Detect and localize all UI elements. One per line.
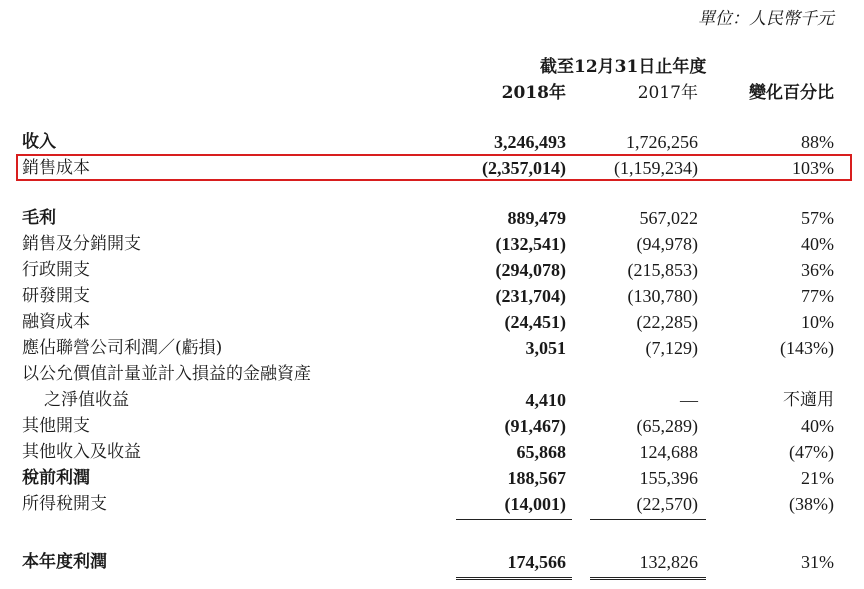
row-label: 以公允價值計量並計入損益的金融資產 [22, 364, 311, 384]
value-2018: 65,868 [516, 442, 566, 462]
row-label: 其他開支 [22, 416, 90, 436]
value-2017: 155,396 [639, 468, 698, 488]
value-2017: (22,570) [636, 494, 698, 514]
value-2018: (294,078) [495, 260, 566, 280]
table-row-other-income [0, 440, 864, 464]
column-header-2018: 2018年 [501, 83, 566, 103]
column-header-2017: 2017年 [637, 83, 698, 103]
row-label: 銷售成本 [22, 158, 90, 178]
table-row-revenue [0, 130, 864, 154]
row-label: 收入 [22, 132, 56, 152]
value-2018: (24,451) [504, 312, 566, 332]
value-change: 77% [801, 286, 834, 306]
row-label: 銷售及分銷開支 [22, 234, 141, 254]
value-2017: (94,978) [636, 234, 698, 254]
value-change: 不適用 [783, 390, 834, 410]
value-2018: 889,479 [507, 208, 566, 228]
value-2018: 188,567 [507, 468, 566, 488]
value-change: 103% [792, 158, 834, 178]
row-label: 所得稅開支 [22, 494, 107, 514]
value-change: 31% [801, 552, 834, 572]
value-change: 40% [801, 234, 834, 254]
value-2017: (65,289) [636, 416, 698, 436]
value-2018: 4,410 [525, 390, 566, 410]
value-2018: (231,704) [495, 286, 566, 306]
row-label: 融資成本 [22, 312, 90, 332]
value-2018: (2,357,014) [482, 158, 566, 178]
value-2018: 174,566 [507, 552, 566, 572]
value-change: (38%) [789, 494, 834, 514]
table-row-associates-share [0, 336, 864, 360]
value-2017: 124,688 [639, 442, 698, 462]
table-row-fvtpl-heading [0, 362, 864, 386]
value-2017: 132,826 [639, 552, 698, 572]
value-2017: (22,285) [636, 312, 698, 332]
value-change: 36% [801, 260, 834, 280]
table-row-income-tax [0, 492, 864, 516]
table-row-other-expenses [0, 414, 864, 438]
value-change: (143%) [780, 338, 834, 358]
table-row-rd-expenses [0, 284, 864, 308]
value-2018: (132,541) [495, 234, 566, 254]
value-change: 40% [801, 416, 834, 436]
value-2017: — [680, 390, 698, 410]
value-2017: (130,780) [627, 286, 698, 306]
value-2017: 1,726,256 [626, 132, 698, 152]
value-2018: (14,001) [504, 494, 566, 514]
value-change: 10% [801, 312, 834, 332]
subtotal-rule-2017 [590, 519, 706, 520]
value-change: 21% [801, 468, 834, 488]
row-label: 應佔聯營公司利潤／(虧損) [22, 338, 223, 358]
total-double-rule-2018 [456, 577, 572, 580]
table-row-selling-expenses [0, 232, 864, 256]
row-label: 其他收入及收益 [22, 442, 141, 462]
table-row-admin-expenses [0, 258, 864, 282]
value-2018: 3,246,493 [494, 132, 566, 152]
value-change: 57% [801, 208, 834, 228]
value-2018: 3,051 [525, 338, 566, 358]
value-change: (47%) [789, 442, 834, 462]
value-2017: (7,129) [645, 338, 698, 358]
table-row-finance-costs [0, 310, 864, 334]
table-row-cost-of-sales [0, 156, 864, 180]
table-row-profit-for-year [0, 550, 864, 574]
value-2017: (215,853) [627, 260, 698, 280]
table-row-profit-before-tax [0, 466, 864, 490]
value-2017: (1,159,234) [614, 158, 698, 178]
subtotal-rule-2018 [456, 519, 572, 520]
row-label: 本年度利潤 [22, 552, 107, 572]
column-header-change: 變化百分比 [749, 83, 834, 103]
row-label: 毛利 [22, 208, 56, 228]
total-double-rule-2017 [590, 577, 706, 580]
value-2018: (91,467) [504, 416, 566, 436]
unit-label: 單位：人民幣千元 [698, 9, 834, 29]
row-label: 之淨值收益 [44, 390, 129, 410]
row-label: 行政開支 [22, 260, 90, 280]
table-row-gross-profit [0, 206, 864, 230]
value-change: 88% [801, 132, 834, 152]
table-row-fvtpl-net-gain [0, 388, 864, 412]
value-2017: 567,022 [639, 208, 698, 228]
row-label: 研發開支 [22, 286, 90, 306]
row-label: 稅前利潤 [22, 468, 90, 488]
period-heading: 截至12月31日止年度 [540, 57, 707, 77]
